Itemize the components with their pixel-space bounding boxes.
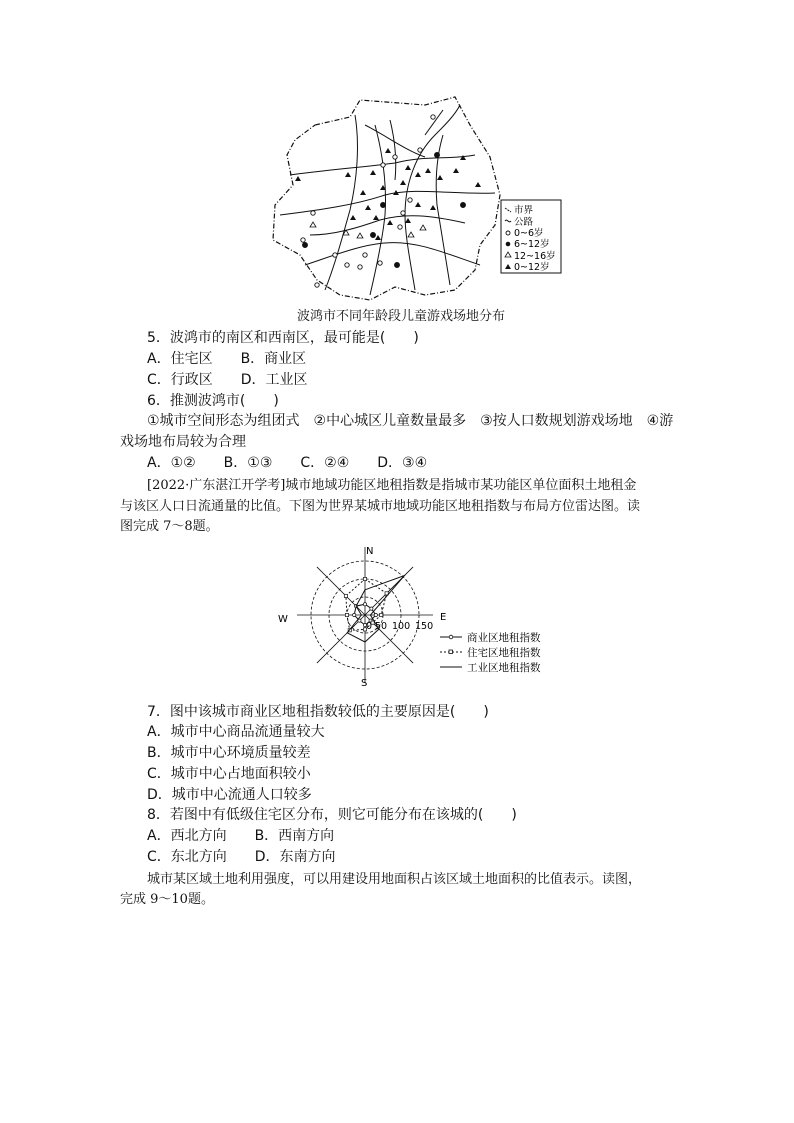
radar-tick-150: 150 xyxy=(415,621,434,632)
intro-7-8-line2: 与该区人口日流通量的比值。下图为世界某城市地域功能区地租指数与布局方位雷达图。读 xyxy=(120,499,641,514)
legend-age-6-12: 6~12岁 xyxy=(514,239,550,250)
radar-point-1-w xyxy=(345,613,348,616)
radar-point-0-e xyxy=(374,613,377,616)
q6-options: A．①② B．①③ C．②④ D．③④ xyxy=(147,455,428,471)
radar-tick-100: 100 xyxy=(392,621,411,632)
radar-tick-0: 0 xyxy=(366,621,373,632)
radar-legend-industrial: 工业区地租指数 xyxy=(467,662,541,674)
city-map-figure xyxy=(265,95,565,305)
q6-statements-line1: ①城市空间形态为组团式 ②中心城区儿童数量最多 ③按人口数规划游戏场地 ④游 xyxy=(147,413,674,429)
q5-stem: 5．波鸿市的南区和西南区，最可能是( ) xyxy=(147,330,419,346)
legend-age-0-6: 0~6岁 xyxy=(514,228,544,239)
radar-axis-nw xyxy=(317,567,365,615)
intro-9-10-line1: 城市某区域土地利用强度，可以用建设用地面积占该区域土地面积的比值表示。读图， xyxy=(147,872,642,887)
radar-point-1-n xyxy=(363,577,366,580)
radar-point-0-n xyxy=(363,603,366,606)
city-boundary xyxy=(273,97,500,300)
q8-options-cd: C．东北方向 D．东南方向 xyxy=(147,849,336,865)
legend-road: 公路 xyxy=(514,217,534,228)
radar-legend-commercial: 商业区地租指数 xyxy=(467,632,541,644)
radar-chart xyxy=(270,540,560,690)
q5-options-ab: A．住宅区 B．商业区 xyxy=(147,351,307,367)
map-caption: 波鸿市不同年龄段儿童游戏场地分布 xyxy=(297,309,506,324)
q8-options-ab: A．西北方向 B．西南方向 xyxy=(147,828,335,844)
radar-legend-residential: 住宅区地租指数 xyxy=(467,647,541,659)
radar-point-0-ne xyxy=(370,607,373,610)
intro-7-8-line3: 图完成 7～8题。 xyxy=(120,519,219,534)
radar-label-s: S xyxy=(361,678,368,689)
radar-label-e: E xyxy=(440,612,447,623)
legend-city-boundary: 市界 xyxy=(514,205,534,216)
intro-7-8-line1: [2022·广东湛江开学考]城市地域功能区地租指数是指城市某功能区单位面积土地租金 xyxy=(147,478,637,493)
radar-point-1-e xyxy=(380,613,383,616)
q8-stem: 8．若图中有低级住宅区分布，则它可能分布在该城的( ) xyxy=(147,807,517,823)
legend-age-12-16: 12~16岁 xyxy=(514,251,556,262)
q6-stem: 6．推测波鸿市( ) xyxy=(147,393,279,409)
q5-options-cd: C．行政区 D．工业区 xyxy=(147,372,308,388)
q7-stem: 7．图中该城市商业区地租指数较低的主要原因是( ) xyxy=(147,704,489,720)
legend-age-0-12: 0~12岁 xyxy=(514,262,550,273)
radar-point-1-nw xyxy=(344,594,347,597)
radar-label-w: W xyxy=(278,614,288,625)
radar-tick-50: 50 xyxy=(375,621,388,632)
radar-label-n: N xyxy=(366,546,374,557)
q7-option-b: B．城市中心环境质量较差 xyxy=(147,745,311,761)
radar-point-0-w xyxy=(353,613,356,616)
intro-9-10-line2: 完成 9～10题。 xyxy=(120,892,214,907)
q7-option-d: D．城市中心流通人口较多 xyxy=(147,787,312,803)
q6-statements-line2: 戏场地布局较为合理 xyxy=(120,434,246,450)
radar-axis-sw xyxy=(317,615,365,663)
q7-option-a: A．城市中心商品流通量较大 xyxy=(147,724,325,740)
q7-option-c: C．城市中心占地面积较小 xyxy=(147,766,311,782)
